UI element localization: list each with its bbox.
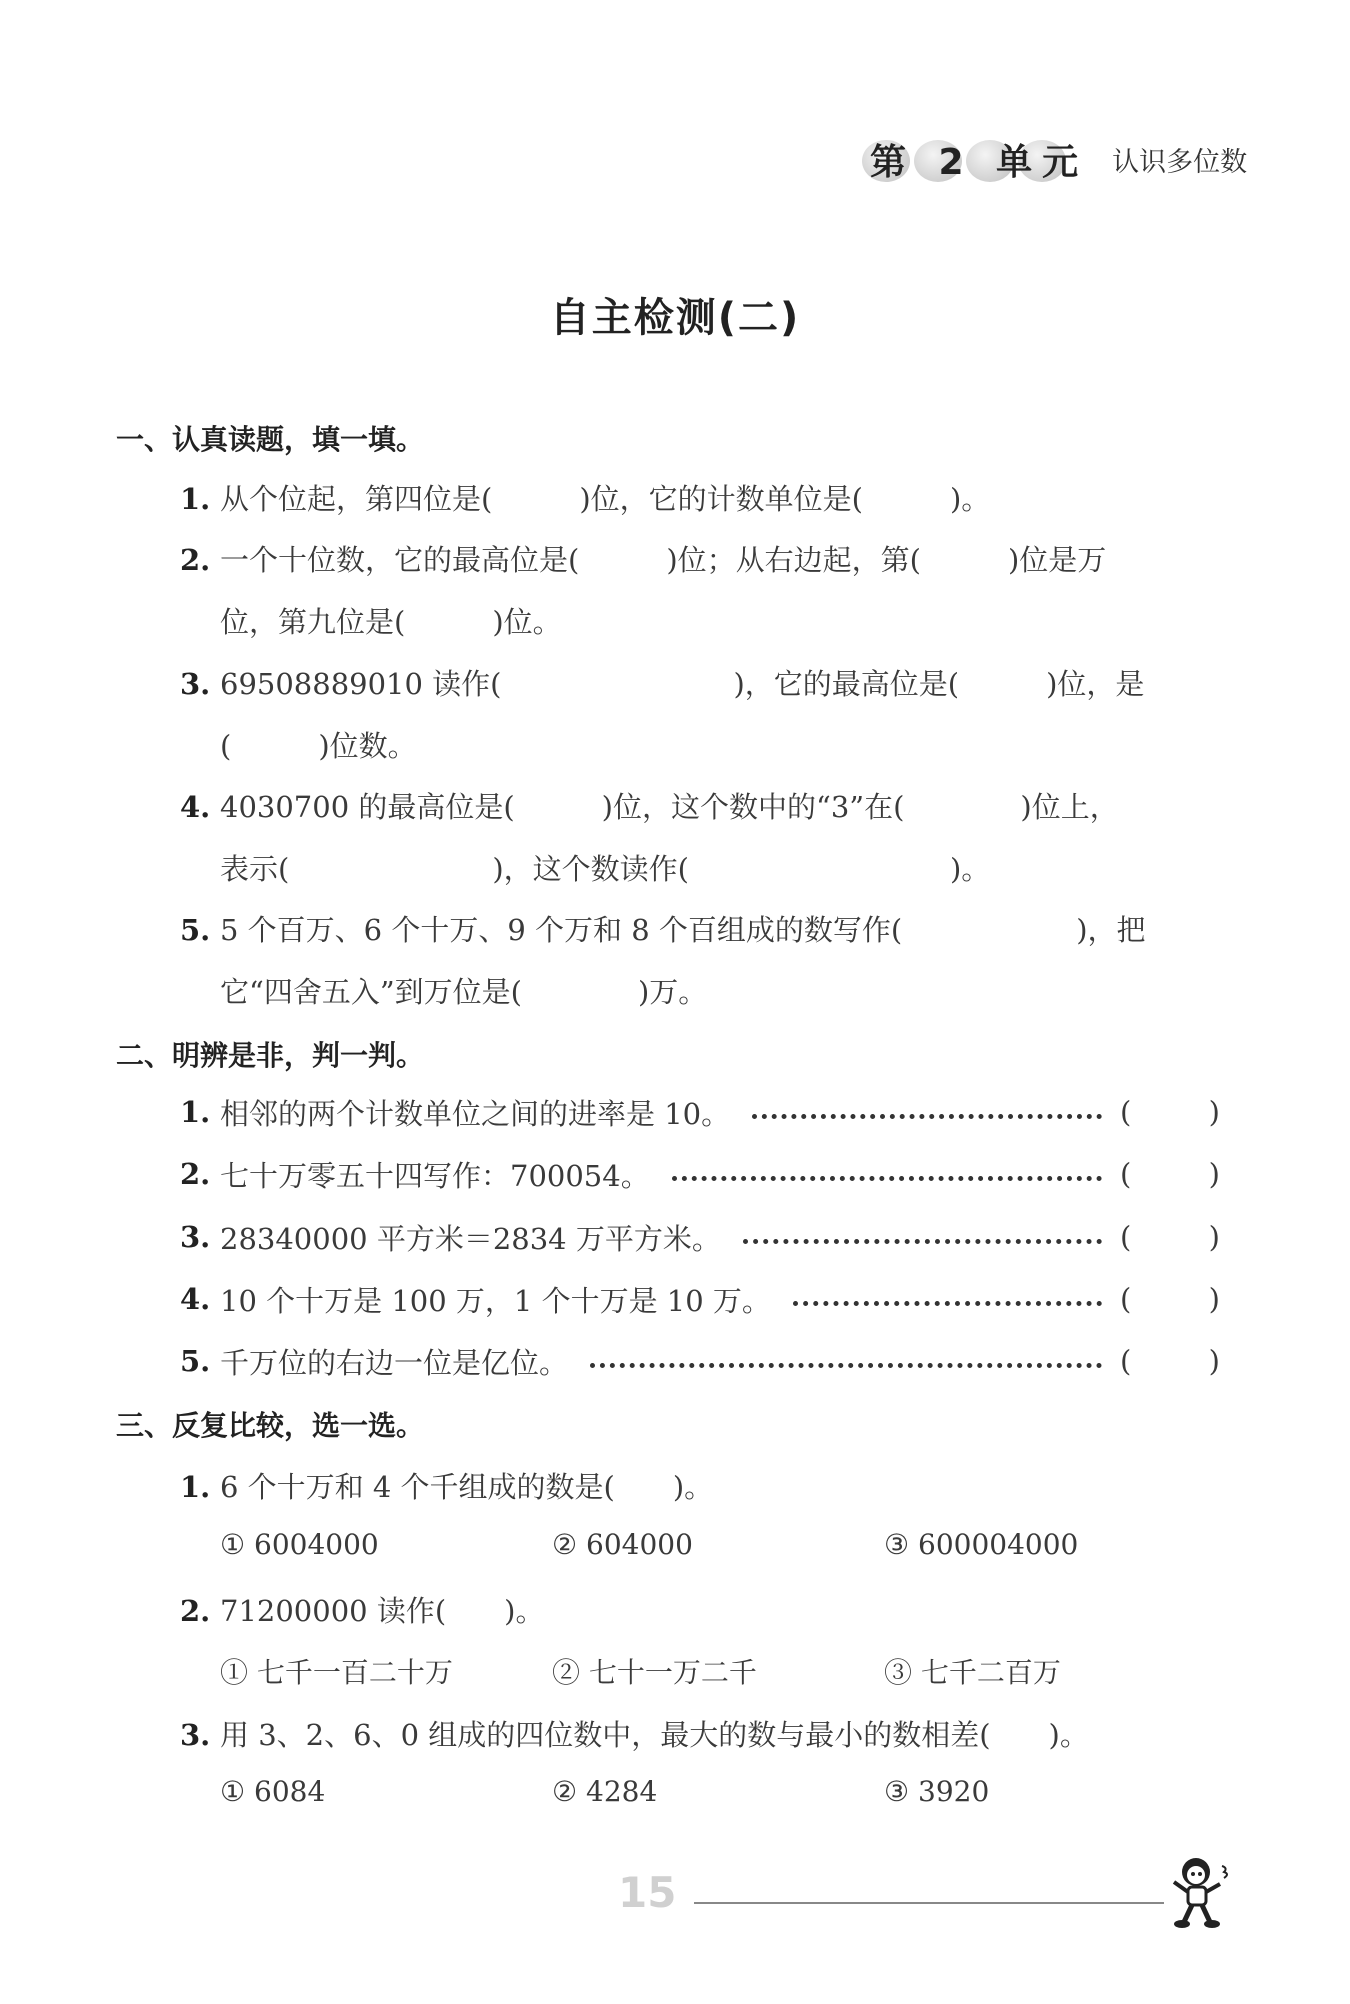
s1-line-3 bbox=[180, 662, 1144, 703]
question-number: 1. bbox=[180, 482, 211, 516]
section-3-heading: 三、反复比较，选一选。 bbox=[116, 1409, 425, 1442]
statement-text: 七十万零五十四写作：700054。 bbox=[220, 1158, 650, 1193]
s3-q2-option-1[interactable]: ① 七千一百二十万 bbox=[220, 1656, 453, 1689]
page-number: 15 bbox=[618, 1868, 677, 1917]
question-number: 4. bbox=[180, 790, 211, 824]
question-number: 3. bbox=[180, 667, 211, 701]
s3-q3-option-3[interactable]: ③ 3920 bbox=[884, 1775, 990, 1808]
s1-line-3-cont: ( )位数。 bbox=[220, 729, 417, 763]
section-1-heading: 一、认真读题，填一填。 bbox=[116, 423, 425, 456]
judge-row-4 bbox=[180, 1279, 1220, 1319]
unit-label: 第 2 单元 bbox=[870, 141, 1089, 183]
page-title: 自主检测(二) bbox=[549, 295, 801, 341]
dot-leader bbox=[672, 1176, 1102, 1181]
dot-leader bbox=[590, 1363, 1102, 1368]
question-text: 4030700 的最高位是( )位，这个数中的“3”在( )位上， bbox=[220, 790, 1119, 824]
judge-row-2 bbox=[180, 1154, 1220, 1194]
section-2-heading: 二、明辨是非，判一判。 bbox=[116, 1039, 425, 1072]
question-text: 69508889010 读作( )，它的最高位是( )位，是 bbox=[220, 667, 1145, 701]
statement-text: 相邻的两个计数单位之间的进率是 10。 bbox=[220, 1096, 731, 1131]
s1-line-4-cont: 表示( )，这个数读作( )。 bbox=[220, 852, 991, 886]
dot-leader bbox=[793, 1301, 1102, 1306]
question-number: 1. bbox=[180, 1470, 211, 1504]
question-number: 2. bbox=[180, 1594, 211, 1628]
s3-question-2 bbox=[180, 1589, 544, 1630]
question-number: 2. bbox=[180, 1157, 211, 1191]
question-number: 5. bbox=[180, 1344, 211, 1378]
s3-question-3 bbox=[180, 1713, 1089, 1754]
question-text: 从个位起，第四位是( )位，它的计数单位是( )。 bbox=[220, 482, 991, 516]
s3-q2-option-3[interactable]: ③ 七千二百万 bbox=[884, 1656, 1061, 1689]
footer-rule bbox=[694, 1902, 1164, 1904]
judge-row-3 bbox=[180, 1217, 1220, 1257]
question-number: 1. bbox=[180, 1095, 211, 1129]
question-number: 3. bbox=[180, 1220, 211, 1254]
unit-badge bbox=[862, 134, 1096, 184]
answer-bracket[interactable]: ( ) bbox=[1120, 1282, 1220, 1316]
statement-text: 千万位的右边一位是亿位。 bbox=[220, 1345, 569, 1380]
s1-line-2 bbox=[180, 538, 1106, 579]
question-number: 3. bbox=[180, 1718, 211, 1752]
judge-row-5 bbox=[180, 1341, 1220, 1381]
unit-header bbox=[862, 134, 1247, 184]
question-text: 用 3、2、6、0 组成的四位数中，最大的数与最小的数相差( )。 bbox=[220, 1718, 1089, 1752]
mascot-icon bbox=[1166, 1852, 1236, 1932]
question-text: 5 个百万、6 个十万、9 个万和 8 个百组成的数写作( )，把 bbox=[220, 913, 1146, 947]
s1-line-5-cont: 它“四舍五入”到万位是( )万。 bbox=[220, 975, 708, 1009]
s3-q3-option-1[interactable]: ① 6084 bbox=[220, 1775, 326, 1808]
s3-q1-option-2[interactable]: ② 604000 bbox=[552, 1528, 693, 1561]
unit-subtitle: 认识多位数 bbox=[1112, 146, 1248, 178]
question-text: 71200000 读作( )。 bbox=[220, 1594, 545, 1628]
s3-q1-option-3[interactable]: ③ 600004000 bbox=[884, 1528, 1079, 1561]
answer-bracket[interactable]: ( ) bbox=[1120, 1344, 1220, 1378]
question-number: 2. bbox=[180, 543, 211, 577]
judge-row-1 bbox=[180, 1092, 1220, 1132]
question-number: 4. bbox=[180, 1282, 211, 1316]
question-text: 6 个十万和 4 个千组成的数是( )。 bbox=[220, 1470, 714, 1504]
statement-text: 28340000 平方米＝2834 万平方米。 bbox=[220, 1221, 721, 1256]
answer-bracket[interactable]: ( ) bbox=[1120, 1095, 1220, 1129]
s3-q2-option-2[interactable]: ② 七十一万二千 bbox=[552, 1656, 757, 1689]
answer-bracket[interactable]: ( ) bbox=[1120, 1220, 1220, 1254]
s1-line-4 bbox=[180, 785, 1119, 826]
s3-q1-option-1[interactable]: ① 6004000 bbox=[220, 1528, 379, 1561]
s1-line-2-cont: 位，第九位是( )位。 bbox=[220, 605, 562, 639]
s3-q3-option-2[interactable]: ② 4284 bbox=[552, 1775, 658, 1808]
answer-bracket[interactable]: ( ) bbox=[1120, 1157, 1220, 1191]
s1-line-1 bbox=[180, 477, 990, 518]
statement-text: 10 个十万是 100 万，1 个十万是 10 万。 bbox=[220, 1283, 771, 1318]
s1-line-5 bbox=[180, 908, 1146, 949]
dot-leader bbox=[752, 1114, 1102, 1119]
question-text: 一个十位数，它的最高位是( )位；从右边起，第( )位是万 bbox=[220, 543, 1107, 577]
dot-leader bbox=[743, 1239, 1102, 1244]
question-number: 5. bbox=[180, 913, 211, 947]
s3-question-1 bbox=[180, 1465, 713, 1506]
